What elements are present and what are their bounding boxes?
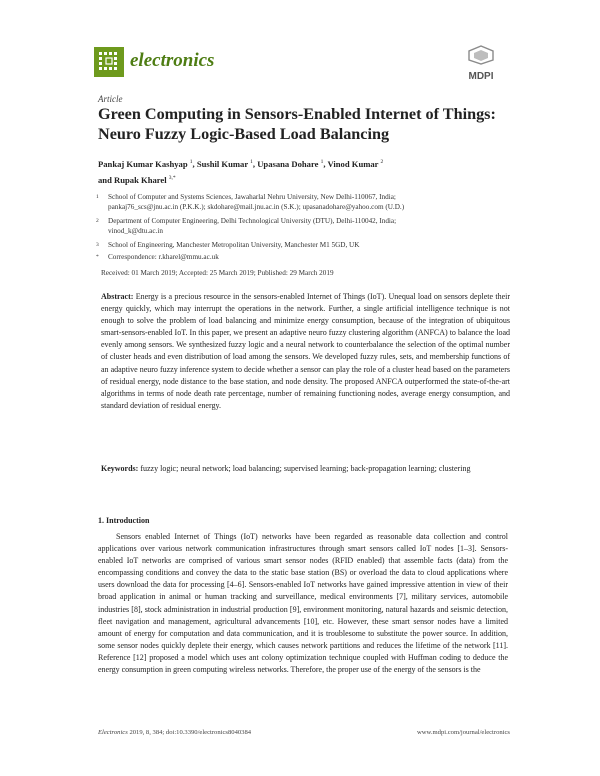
author-line-2 <box>98 171 508 187</box>
section-heading: 1. Introduction <box>98 516 150 525</box>
footer-doi: 2019, 8, 384; doi:10.3390/electronics8040384 <box>127 729 252 736</box>
journal-name: electronics <box>130 50 215 71</box>
author-name[interactable]: Sushil Kumar <box>196 158 249 169</box>
affiliation-text: Department of Computer Engineering, Delhi Technological University (DTU), Delhi-110042, India; <box>108 217 397 225</box>
article-type: Article <box>98 94 123 104</box>
author-affiliation-mark: 1 <box>189 159 193 165</box>
paper-title: Green Computing in Sensors-Enabled Internet of Things: Neuro Fuzzy Logic-Based Load Balancing <box>98 105 496 143</box>
footer-citation <box>98 729 251 736</box>
author-name[interactable]: Rupak Kharel <box>114 174 167 185</box>
footer-journal: Electronics <box>98 729 128 736</box>
publisher-name: MDPI <box>468 71 494 82</box>
journal-logo-icon <box>94 47 124 77</box>
affiliation-number: 3 <box>96 242 99 248</box>
affiliation-3 <box>96 240 508 250</box>
affiliation-number: 1 <box>96 194 99 200</box>
correspondence-text: Correspondence: r.kharel@mmu.ac.uk <box>108 253 219 261</box>
author-name[interactable]: Pankaj Kumar Kashyap <box>98 158 188 169</box>
author-line-1: Pankaj Kumar Kashyap $^1$, Sushil Kumar $^1$, Upasana Dohare $^1$, Vinod Kumar $^2$ <box>98 158 384 169</box>
author-affiliation-mark: 1 <box>320 159 324 165</box>
affiliation-emails: pankaj76_scs@jnu.ac.in (P.K.K.); skdohare@mail.jnu.ac.in (S.K.); upasanadohare@yahoo.com (U.D.) <box>108 203 405 212</box>
correspondence <box>96 252 508 262</box>
affiliation-number: 2 <box>96 218 99 224</box>
keywords <box>101 463 510 475</box>
author-list <box>98 155 508 187</box>
affiliation-text: School of Computer and Systems Sciences, Jawaharlal Nehru University, New Delhi-110067, India; <box>108 193 396 201</box>
affiliation-2 <box>96 216 508 237</box>
publication-dates: Received: 01 March 2019; Accepted: 25 March 2019; Published: 29 March 2019 <box>101 269 334 277</box>
abstract-text: Energy is a precious resource in the sensors-enabled Internet of Things (IoT). Unequal load on sensors deplete their energy quickly, which may interrupt the operations in the network. Further, a single artificial intelligence technique is not enough to solve the problem of load balancing and minimize energy consumption, because of the integration of ubiquitous smart-sensors-enabled IoT. In this paper, we present an adaptive neuro fuzzy clustering algorithm (ANFCA) to balance the load evenly among sensors. We synthesized fuzzy logic and a neural network to counterbalance the selection of the optimal number of cluster heads and even distribution of load among the sensors. We developed fuzzy rules, sets, and membership functions of an adaptive neuro fuzzy inference system to decide whether a sensor can play the role of a cluster head based on the parameters of residual energy, node distance to the base station, and node density. The proposed ANFCA outperformed the state-of-the-art algorithms in terms of node death rate percentage, number of remaining functioning nodes, average energy consumption, and standard deviation of residual energy. <box>101 292 511 410</box>
correspondence-mark: * <box>96 254 99 260</box>
abstract <box>101 291 510 412</box>
author-name[interactable]: Vinod Kumar <box>327 158 379 169</box>
affiliation-emails: vinod_k@dtu.ac.in <box>108 227 163 236</box>
affiliation-text: School of Engineering, Manchester Metropolitan University, Manchester M1 5GD, UK <box>108 241 360 249</box>
affiliation-1 <box>96 192 508 213</box>
introduction-paragraph: Sensors enabled Internet of Things (IoT) networks have been regarded as reasonable data collection and control applications over various network communication infrastructures through smart sensors called IoT nodes [1–3]. Sensors-enabled IoT networks are comprised of various smart sensor nodes (RFID enabled) that assemble facts (data) from the encompassing conditions and convey the data to the static base station (BS) or overload the data to cloud applications where users download the data for processing [4–6]. Sensors-enabled IoT networks have gained impressive attention in view of their broad application in animal or human tracking and surveillance, medical environments [7], military services, automobile industries [8], stock administration in industrial production [9], environment monitoring, natural hazards and seismic detection, fleet navigation and management, agricultural advancements [10], etc. However, these smart sensor nodes have a limited amount of energy for computation and data communication, and it is troublesome to substitute the power source. In addition, some sensor nodes quickly deplete their energy, which causes network partitions and reduces the lifetime of the network [11]. Reference [12] proposed a model which uses ant colony optimization technique coupled with Huffman coding to deduce the energy consumption in green computing wireless networks. Therefore, the proper use of the energy of the sensors is the <box>98 532 508 675</box>
author-conjunction: and <box>98 174 115 185</box>
publisher-logo <box>458 45 504 82</box>
abstract-label: Abstract: <box>101 292 134 301</box>
author-affiliation-mark: 2 <box>380 159 384 165</box>
author-name[interactable]: Upasana Dohare <box>257 158 319 169</box>
author-affiliation-mark: 3,* <box>168 174 176 181</box>
footer-url[interactable]: www.mdpi.com/journal/electronics <box>417 729 510 736</box>
mdpi-hex-icon <box>466 45 496 65</box>
author-affiliation-mark: 1 <box>250 159 253 165</box>
keywords-label: Keywords: <box>101 464 139 473</box>
keywords-text: fuzzy logic; neural network; load balancing; supervised learning; back-propagation learning; clustering <box>140 464 471 473</box>
